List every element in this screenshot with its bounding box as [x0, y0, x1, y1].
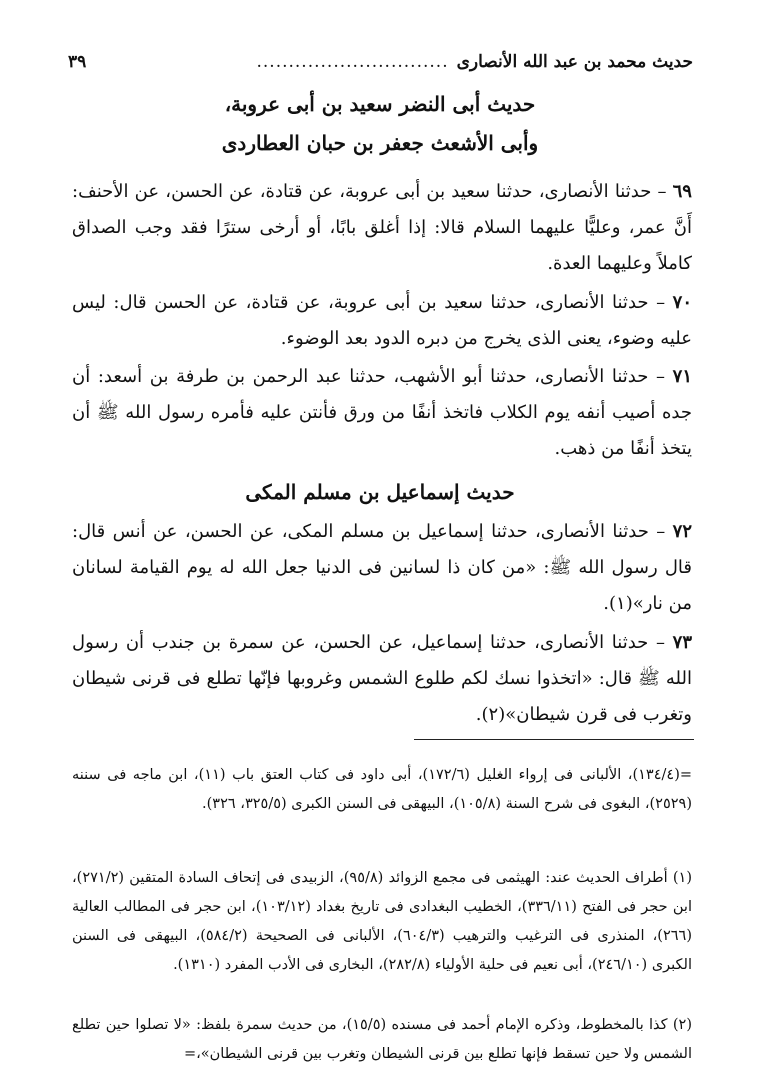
hadith-69: [72, 174, 692, 282]
section-title-abu-nadr: حديث أبى النضر سعيد بن أبى عروبة،: [224, 92, 536, 116]
footnote-1: (١) أطراف الحديث عند: الهيثمى فى مجمع الزوائد (٩٥/٨)، الزبيدى فى إتحاف السادة المتقين (٢٧١/٢)، ابن حجر فى الفتح (٣٣٦/١١)، الخطيب البغدادى فى تاريخ بغداد (١٠٣/١٢)، ابن حجر فى المطالب العالية (٢٦٦)، المنذرى فى الترغيب والترهيب (٦٠٤/٣)، الألبانى فى الصحيحة (٥٨٤/٢)، البيهقى فى السنن الكبرى (٢٤٦/١٠)، أبى نعيم فى حلية الأولياء (٢٨٢/٨)، البخارى فى الأدب المفرد (١٣١٠).: [72, 870, 693, 973]
page-number: ٣٩: [68, 52, 87, 72]
hadith-number: ٧١: [672, 366, 692, 387]
hadith-text: – حدثنا الأنصارى، حدثنا إسماعيل بن مسلم المكى، عن الحسن، عن أنس قال: قال رسول الله ﷺ: «من كان ذا لسانين فى الدنيا جعل الله له يوم القيامة لسانان من نار»(١).: [72, 521, 692, 614]
footnote-continued: =(١٣٤/٤)، الألبانى فى إرواء الغليل (١٧٢/٦)، أبى داود فى كتاب العتق باب (١١)، ابن ماجه فى سننه (٢٥٢٩)، البغوى فى شرح السنة (١٠٥/٨)، البيهقى فى السنن الكبرى (٣٢٥/٥، ٣٢٦).: [72, 767, 692, 812]
footnote-divider: [414, 739, 694, 740]
hadith-text: – حدثنا الأنصارى، حدثنا أبو الأشهب، حدثنا عبد الرحمن بن طرفة بن أسعد: أن جده أصيب أنفه يوم الكلاب فاتخذ أنفًا من ورق فأنتن عليه فأمره رسول الله ﷺ أن يتخذ أنفًا من ذهب.: [72, 366, 692, 459]
hadith-73: [72, 625, 692, 733]
hadith-number: ٦٩: [672, 181, 692, 202]
running-title: حديث محمد بن عبد الله الأنصارى: [456, 52, 693, 72]
hadith-text: – حدثنا الأنصارى، حدثنا سعيد بن أبى عروبة، عن قتادة، عن الحسن، عن الأحنف: أَنَّ عمر، وعليًّا عليهما السلام قالا: إذا أغلق بابًا، أو أرخى سترًا فقد وجب الصداق كاملاً وعليهما العدة.: [72, 181, 692, 274]
hadith-number: ٧٠: [672, 292, 692, 313]
hadith-text: – حدثنا الأنصارى، حدثنا سعيد بن أبى عروبة، عن قتادة، عن الحسن قال: ليس عليه وضوء، يعنى الذى يخرج من دبره الدود بعد الوضوء.: [72, 292, 692, 349]
section-title-abu-ashath: وأبى الأشعث جعفر بن حبان العطاردى: [221, 131, 539, 155]
hadith-71: [72, 359, 692, 467]
hadith-number: ٧٢: [672, 521, 692, 542]
hadith-70: [72, 285, 692, 357]
section-title-ismail: حديث إسماعيل بن مسلم المكى: [245, 480, 515, 504]
running-header: [68, 52, 693, 72]
footnote-2: (٢) كذا بالمخطوط، وذكره الإمام أحمد فى مسنده (١٥/٥)، من حديث سمرة بلفظ: «لا تصلوا حين تطلع الشمس ولا حين تسقط فإنها تطلع بين قرنى الشيطان وتغرب بين قرنى الشيطان»،=: [72, 1017, 692, 1062]
hadith-text: – حدثنا الأنصارى، حدثنا إسماعيل، عن الحسن، عن سمرة بن جندب أن رسول الله ﷺ قال: «اتخذوا نسك لكم طلوع الشمس وغروبها فإنّها تطلع فى قرنى شيطان وتغرب فى قرن شيطان»(٢).: [72, 632, 692, 725]
hadith-72: [72, 514, 692, 622]
hadith-number: ٧٣: [672, 632, 692, 653]
leader-dots: ..............................: [256, 52, 449, 72]
